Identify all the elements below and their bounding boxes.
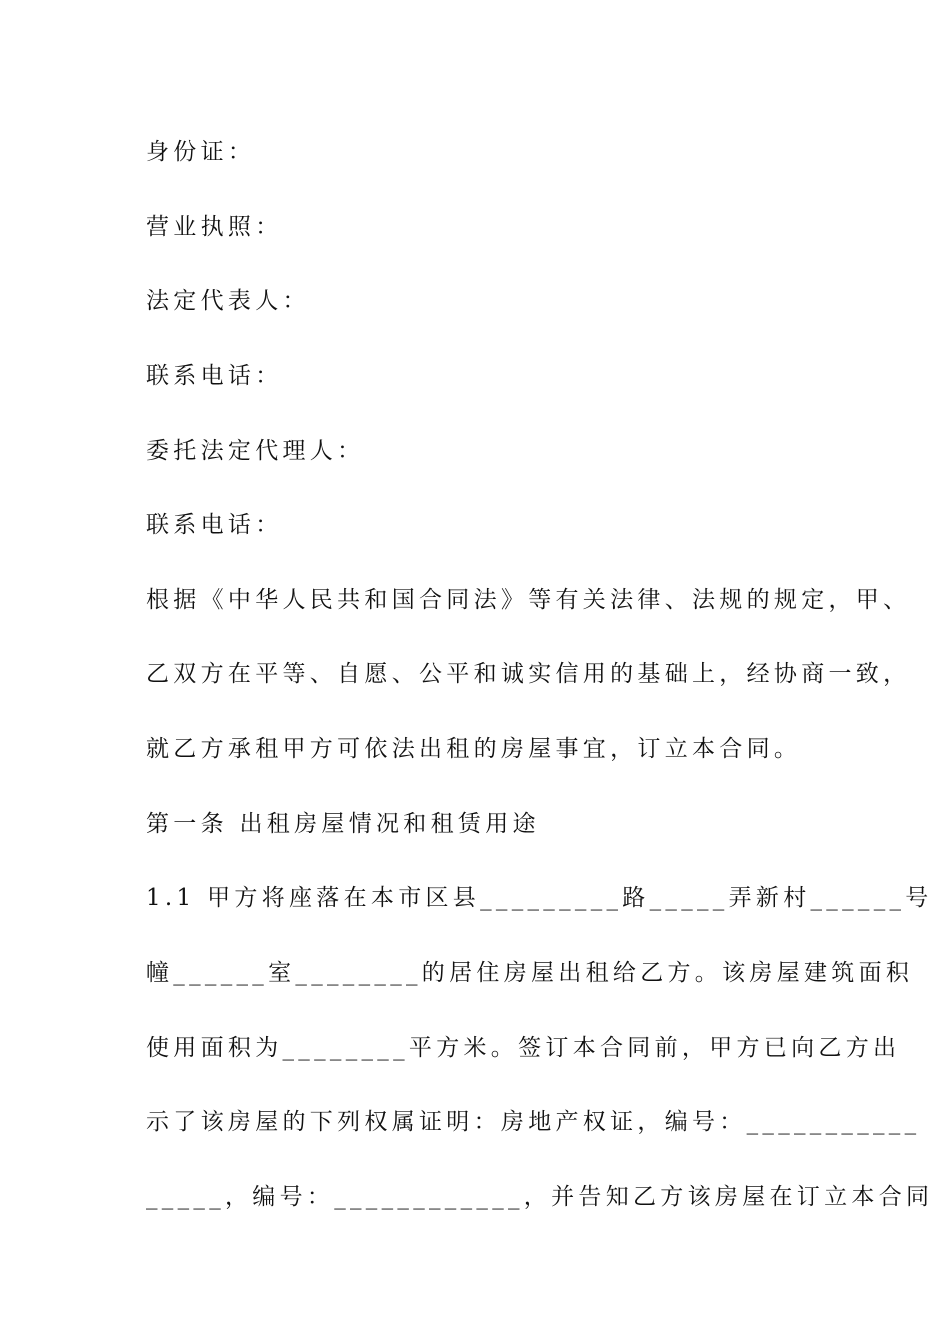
clause-line-4: 示了该房屋的下列权属证明：房地产权证，编号：___________ (146, 1109, 921, 1135)
legal-representative-field: 法定代表人： (146, 288, 310, 314)
article-one-heading: 第一条 出租房屋情况和租赁用途 (146, 811, 540, 837)
agent-phone-field: 联系电话： (146, 512, 283, 538)
clause-line-2: 幢______室________的居住房屋出租给乙方。该房屋建筑面积 (146, 960, 914, 986)
clause-line-5: _____，编号：____________，并告知乙方该房屋在订立本合同 (146, 1184, 934, 1210)
contact-phone-field: 联系电话： (146, 363, 283, 389)
id-card-field: 身份证： (146, 139, 256, 165)
preamble-line-1: 根据《中华人民共和国合同法》等有关法律、法规的规定，甲、 (146, 587, 911, 613)
preamble-line-3: 就乙方承租甲方可依法出租的房屋事宜，订立本合同。 (146, 736, 802, 762)
business-license-field: 营业执照： (146, 214, 283, 240)
clause-line-3: 使用面积为________平方米。签订本合同前，甲方已向乙方出 (146, 1035, 901, 1061)
preamble-line-2: 乙双方在平等、自愿、公平和诚实信用的基础上，经协商一致， (146, 661, 911, 687)
authorized-agent-field: 委托法定代理人： (146, 438, 365, 464)
clause-line-1: 1.1 甲方将座落在本市区县_________路_____弄新村______号 (146, 885, 933, 911)
